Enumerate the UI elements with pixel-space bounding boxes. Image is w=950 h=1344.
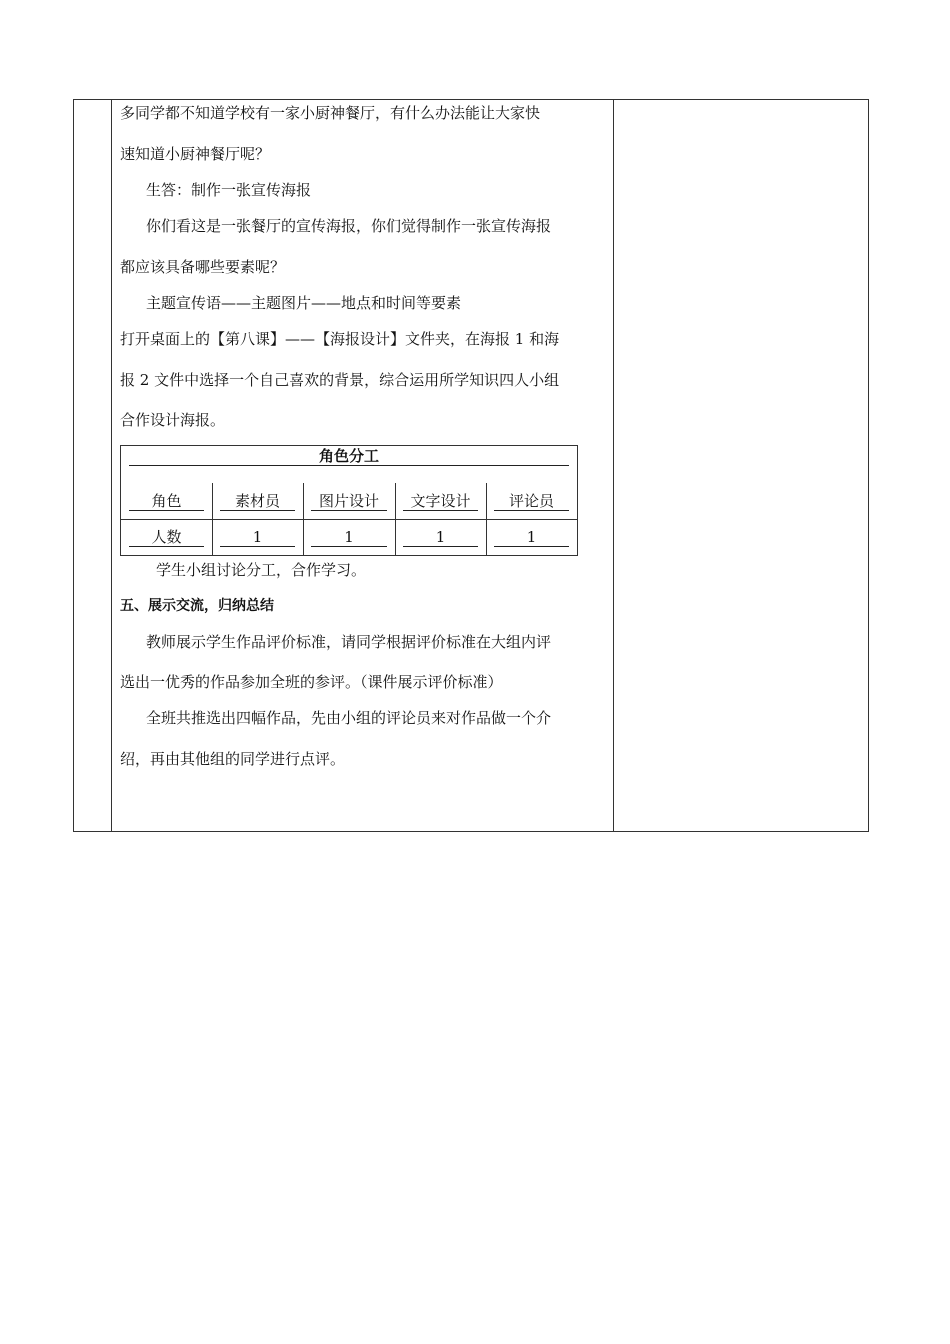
header-cell: 角色 — [121, 483, 212, 519]
column-divider-1 — [111, 100, 112, 831]
text-line: 绍，再由其他组的同学进行点评。 — [120, 750, 346, 768]
header-cell: 文字设计 — [395, 483, 486, 519]
text-line: 多同学都不知道学校有一家小厨神餐厅，有什么办法能让大家快 — [120, 104, 541, 122]
text-line: 打开桌面上的【第八课】——【海报设计】文件夹，在海报 1 和海 — [120, 330, 560, 348]
text-line: 都应该具备哪些要素呢？ — [120, 258, 286, 276]
text-line: 你们看这是一张餐厅的宣传海报，你们觉得制作一张宣传海报 — [146, 217, 552, 235]
header-cell: 评论员 — [486, 483, 577, 519]
text-line: 合作设计海报。 — [120, 411, 226, 429]
header-cell: 图片设计 — [303, 483, 395, 519]
text-line: 速知道小厨神餐厅呢？ — [120, 145, 271, 163]
text-line: 全班共推选出四幅作品，先由小组的评论员来对作品做一个介 — [146, 709, 552, 727]
count-cell: 人数 — [121, 519, 212, 555]
text-line: 选出一优秀的作品参加全班的参评。（课件展示评价标准） — [120, 673, 503, 691]
count-cell: 1 — [212, 519, 303, 555]
column-divider-2 — [613, 100, 614, 831]
roles-table — [120, 445, 578, 556]
section-heading: 五、展示交流，归纳总结 — [120, 598, 274, 614]
count-cell: 1 — [303, 519, 395, 555]
roles-table-title: 角色分工 — [129, 448, 569, 466]
text-line: 教师展示学生作品评价标准，请同学根据评价标准在大组内评 — [146, 633, 552, 651]
text-line: 生答：制作一张宣传海报 — [146, 181, 312, 199]
text-line: 主题宣传语——主题图片——地点和时间等要素 — [146, 294, 462, 312]
header-cell: 素材员 — [212, 483, 303, 519]
text-line: 学生小组讨论分工，合作学习。 — [156, 561, 367, 579]
count-cell: 1 — [486, 519, 577, 555]
count-cell: 1 — [395, 519, 486, 555]
text-line: 报 2 文件中选择一个自己喜欢的背景，综合运用所学知识四人小组 — [120, 371, 560, 389]
